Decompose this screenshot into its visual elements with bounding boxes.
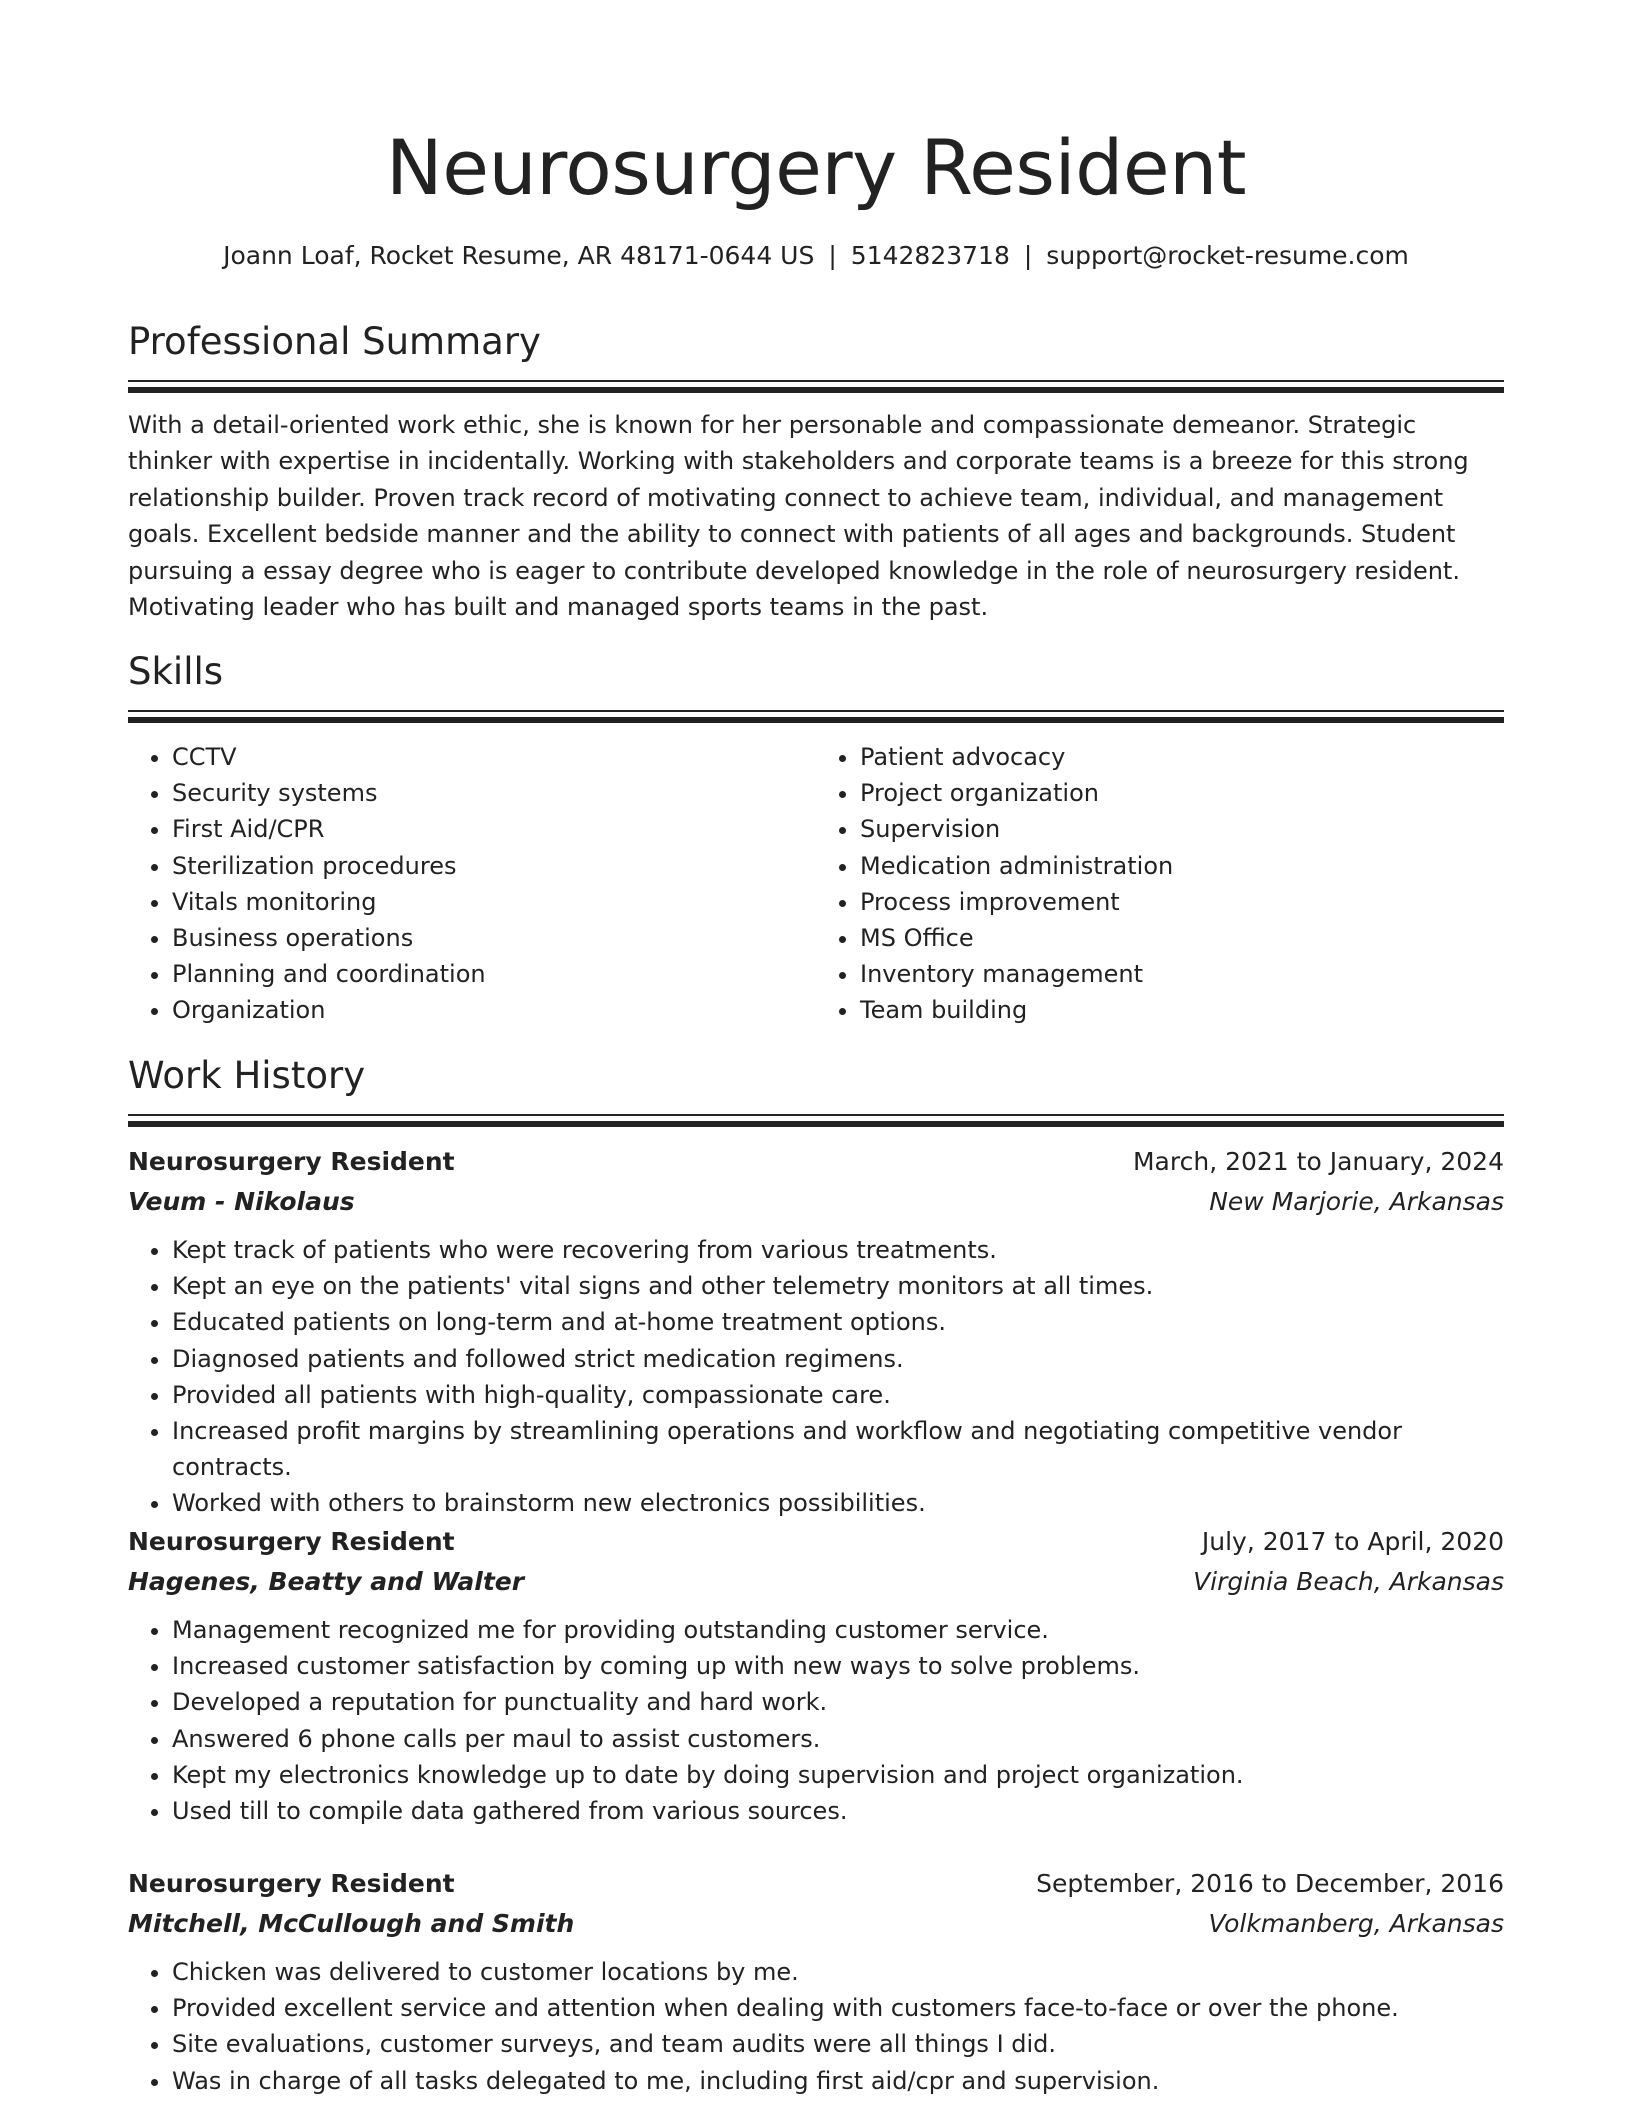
resume-title: Neurosurgery Resident bbox=[385, 123, 1247, 212]
job-company: Veum - Nikolaus bbox=[128, 1187, 355, 1216]
skill-item: • Medication administration bbox=[860, 848, 1504, 884]
skills-section bbox=[128, 648, 1504, 1029]
skill-item: • Supervision bbox=[860, 811, 1504, 847]
skill-item: • Security systems bbox=[172, 775, 816, 811]
section-divider bbox=[128, 710, 1504, 712]
skill-item: • Process improvement bbox=[860, 884, 1504, 920]
section-divider bbox=[128, 717, 1504, 723]
job-company: Hagenes, Beatty and Walter bbox=[128, 1567, 525, 1596]
job-header bbox=[128, 1522, 1504, 1562]
job-location: New Marjorie, Arkansas bbox=[1209, 1187, 1504, 1216]
job-dates: March, 2021 to January, 2024 bbox=[1132, 1147, 1504, 1176]
skill-item: • Business operations bbox=[172, 920, 816, 956]
job-subheader bbox=[128, 1904, 1504, 1944]
job-subheader bbox=[128, 1562, 1504, 1602]
job-header bbox=[128, 1142, 1504, 1182]
contact-email: support@rocket-resume.com bbox=[1046, 241, 1409, 270]
summary-heading: Professional Summary bbox=[128, 320, 541, 363]
job-entry bbox=[128, 1522, 1504, 1829]
skill-item: • CCTV bbox=[172, 739, 816, 775]
skill-item: • Inventory management bbox=[860, 956, 1504, 992]
skill-item: • Organization bbox=[172, 992, 816, 1028]
job-bullet: • Diagnosed patients and followed strict medication regimens. bbox=[172, 1341, 1504, 1377]
job-bullets bbox=[128, 1232, 1504, 1522]
job-bullet: • Kept an eye on the patients' vital signs and other telemetry monitors at all times. bbox=[172, 1268, 1504, 1304]
job-bullets bbox=[128, 1612, 1504, 1829]
section-divider bbox=[128, 1121, 1504, 1127]
skills-heading: Skills bbox=[128, 650, 224, 693]
skill-item: • Vitals monitoring bbox=[172, 884, 816, 920]
contact-phone: 5142823718 bbox=[850, 241, 1010, 270]
job-dates: July, 2017 to April, 2020 bbox=[1201, 1527, 1504, 1556]
job-bullets bbox=[128, 1954, 1504, 2099]
job-company: Mitchell, McCullough and Smith bbox=[128, 1909, 575, 1938]
job-bullet: • Kept my electronics knowledge up to date by doing supervision and project organization. bbox=[172, 1757, 1504, 1793]
job-bullet: • Increased customer satisfaction by coming up with new ways to solve problems. bbox=[172, 1648, 1504, 1684]
contact-separator: | bbox=[1023, 241, 1033, 270]
job-title: Neurosurgery Resident bbox=[128, 1147, 455, 1176]
job-bullet: • Worked with others to brainstorm new electronics possibilities. bbox=[172, 1485, 1504, 1521]
job-location: Volkmanberg, Arkansas bbox=[1208, 1909, 1504, 1938]
job-bullet: • Increased profit margins by streamlining operations and workflow and negotiating competitive vendor contracts. bbox=[172, 1413, 1504, 1485]
job-location: Virginia Beach, Arkansas bbox=[1193, 1567, 1504, 1596]
work-heading: Work History bbox=[128, 1054, 366, 1097]
job-bullet: • Management recognized me for providing outstanding customer service. bbox=[172, 1612, 1504, 1648]
skills-grid bbox=[128, 739, 1504, 1029]
section-divider bbox=[128, 380, 1504, 382]
skill-item: • Sterilization procedures bbox=[172, 848, 816, 884]
job-header bbox=[128, 1864, 1504, 1904]
skill-item: • First Aid/CPR bbox=[172, 811, 816, 847]
work-section bbox=[128, 1052, 1504, 1127]
job-bullet: • Was in charge of all tasks delegated to me, including first aid/cpr and supervision. bbox=[172, 2063, 1504, 2099]
job-dates: September, 2016 to December, 2016 bbox=[1036, 1869, 1504, 1898]
job-title: Neurosurgery Resident bbox=[128, 1869, 455, 1898]
job-bullet: • Developed a reputation for punctuality and hard work. bbox=[172, 1684, 1504, 1720]
job-subheader bbox=[128, 1182, 1504, 1222]
job-bullet: • Used till to compile data gathered from various sources. bbox=[172, 1793, 1504, 1829]
skill-item: • MS Office bbox=[860, 920, 1504, 956]
section-divider bbox=[128, 387, 1504, 393]
skill-item: • Patient advocacy bbox=[860, 739, 1504, 775]
skill-item: • Project organization bbox=[860, 775, 1504, 811]
contact-address: Joann Loaf, Rocket Resume, AR 48171-0644 US bbox=[223, 241, 815, 270]
skills-list-right bbox=[816, 739, 1504, 1029]
job-bullet: • Answered 6 phone calls per maul to assist customers. bbox=[172, 1721, 1504, 1757]
contact-separator: | bbox=[828, 241, 837, 270]
job-bullet: • Kept track of patients who were recovering from various treatments. bbox=[172, 1232, 1504, 1268]
skill-item: • Team building bbox=[860, 992, 1504, 1028]
job-bullet: • Provided excellent service and attention when dealing with customers face-to-face or over the phone. bbox=[172, 1990, 1504, 2026]
job-title: Neurosurgery Resident bbox=[128, 1527, 455, 1556]
summary-text: With a detail-oriented work ethic, she is known for her personable and compassionate demeanor. Strategic thinker with expertise in incidentally. Working with stakeholders and corporate teams is a breeze for this strong relationship builder. Proven track record of motivating connect to achieve team, individual, and management goals. Excellent bedside manner and the ability to connect with patients of all ages and backgrounds. Student pursuing a essay degree who is eager to contribute developed knowledge in the role of neurosurgery resident. Motivating leader who has built and managed sports teams in the past. bbox=[128, 411, 1469, 622]
job-bullet: • Educated patients on long-term and at-home treatment options. bbox=[172, 1304, 1504, 1340]
job-bullet: • Provided all patients with high-quality, compassionate care. bbox=[172, 1377, 1504, 1413]
job-entry bbox=[128, 1864, 1504, 2099]
job-bullet: • Chicken was delivered to customer locations by me. bbox=[172, 1954, 1504, 1990]
job-entry bbox=[128, 1142, 1504, 1522]
summary-section bbox=[128, 318, 1504, 625]
section-divider bbox=[128, 1114, 1504, 1116]
contact-line bbox=[128, 238, 1504, 274]
skills-list-left bbox=[128, 739, 816, 1029]
job-bullet: • Site evaluations, customer surveys, and team audits were all things I did. bbox=[172, 2026, 1504, 2062]
skill-item: • Planning and coordination bbox=[172, 956, 816, 992]
